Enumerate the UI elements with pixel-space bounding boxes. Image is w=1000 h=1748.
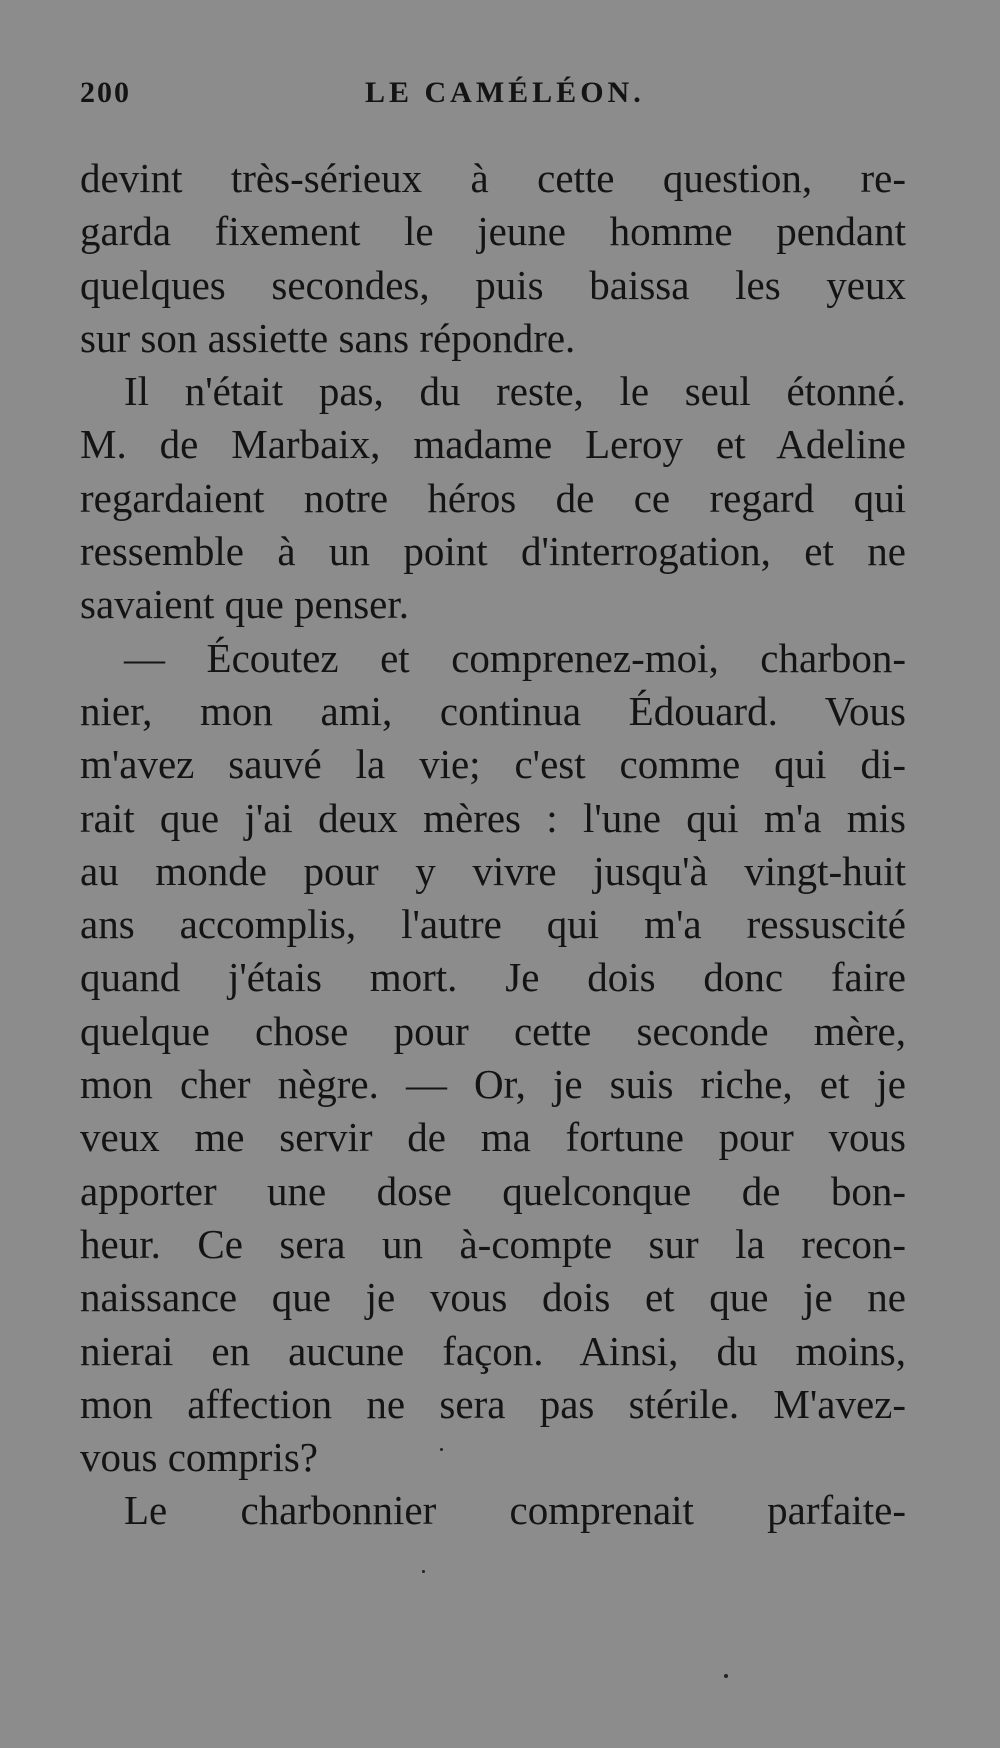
text-line: regardaient notre héros de ce regard qui [80, 474, 906, 521]
text-line: M. de Marbaix, madame Leroy et Adeline [80, 421, 906, 468]
text-line: savaient que penser. [80, 581, 410, 628]
text-line: nier, mon ami, continua Édouard. Vous [80, 687, 906, 734]
body-text [80, 152, 906, 1538]
text-line: ressemble à un point d'interrogation, et ne [80, 528, 906, 575]
paper-speck [422, 1570, 425, 1573]
text-line: sur son assiette sans répondre. [80, 314, 576, 361]
text-line: apporter une dose quelconque de bon- [80, 1167, 906, 1214]
text-line: rait que j'ai deux mères : l'une qui m'a mis [80, 794, 906, 841]
text-line: heur. Ce sera un à-compte sur la recon- [80, 1220, 906, 1267]
text-line: — Écoutez et comprenez-moi, charbon- [124, 634, 906, 681]
text-line: nierai en aucune façon. Ainsi, du moins, [80, 1327, 906, 1374]
text-line: Le charbonnier comprenait parfaite- [124, 1487, 906, 1534]
text-line: au monde pour y vivre jusqu'à vingt-huit [80, 847, 906, 894]
text-line: quand j'étais mort. Je dois donc faire [80, 954, 906, 1001]
running-title: LE CAMÉLÉON. [365, 76, 645, 109]
paper-speck [724, 1674, 728, 1678]
text-line: devint très-sérieux à cette question, re- [80, 155, 906, 201]
text-line: mon affection ne sera pas stérile. M'avez- [80, 1380, 906, 1427]
text-line: garda fixement le jeune homme pendant [80, 208, 906, 255]
text-line: ans accomplis, l'autre qui m'a ressuscité [80, 901, 906, 948]
text-line: quelques secondes, puis baissa les yeux [80, 261, 906, 308]
page-header [80, 76, 920, 116]
text-line: vous compris? [80, 1434, 318, 1481]
text-line: Il n'était pas, du reste, le seul étonné. [124, 368, 906, 415]
paper-speck [440, 1448, 443, 1451]
page-number: 200 [80, 76, 131, 109]
text-line: mon cher nègre. — Or, je suis riche, et je [80, 1061, 906, 1108]
text-line: naissance que je vous dois et que je ne [80, 1274, 906, 1321]
text-line: veux me servir de ma fortune pour vous [80, 1114, 906, 1161]
text-line: m'avez sauvé la vie; c'est comme qui di- [80, 741, 906, 788]
text-line: quelque chose pour cette seconde mère, [80, 1007, 906, 1054]
